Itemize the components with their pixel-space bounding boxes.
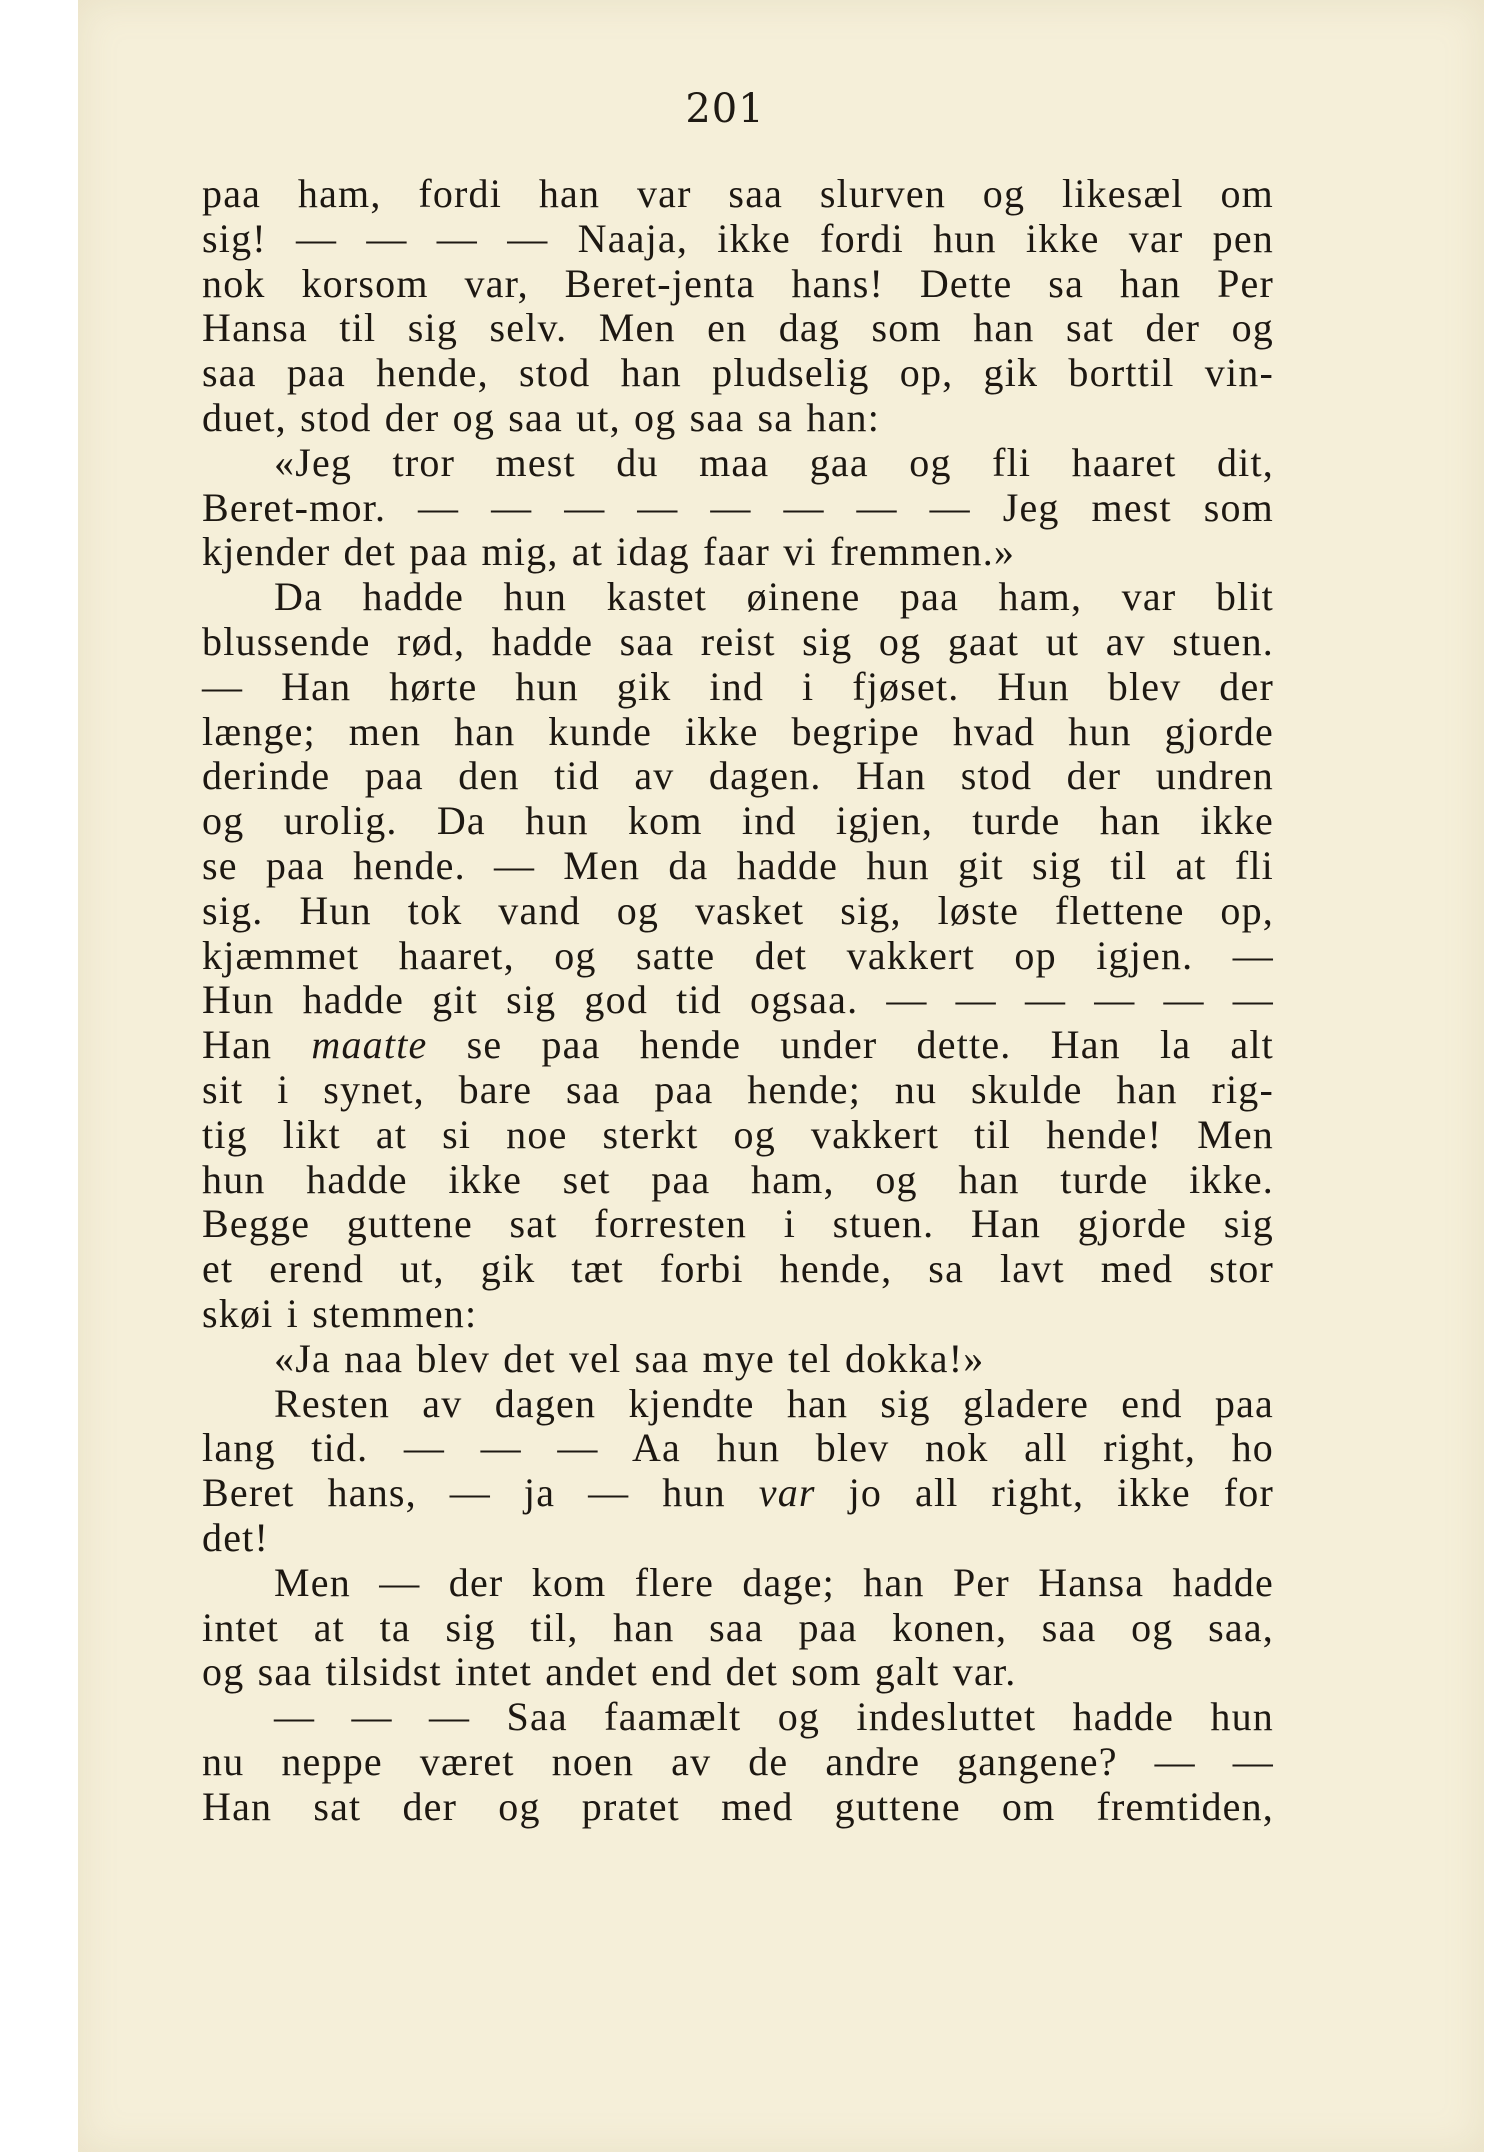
text-line: Han sat der og pratet med guttene om fremtiden, [202, 1783, 1274, 1829]
text-line: derinde paa den tid av dagen. Han stod der undren [202, 753, 1274, 799]
text-line: tig likt at si noe sterkt og vakkert til hende! Men [202, 1111, 1274, 1157]
text-line: «Jeg tror mest du maa gaa og fli haaret dit, [274, 439, 1274, 485]
text-line: nu neppe været noen av de andre gangene? — — [202, 1738, 1274, 1784]
text-line: det! [202, 1514, 269, 1560]
text-line: Hansa til sig selv. Men en dag som han sat der og [202, 305, 1274, 351]
text-line: Han maatte se paa hende under dette. Han la alt [202, 1022, 1274, 1068]
text-line: kjæmmet haaret, og satte det vakkert op igjen. — [202, 932, 1274, 978]
text-line: Begge guttene sat forresten i stuen. Han gjorde sig [202, 1201, 1274, 1247]
text-line: Da hadde hun kastet øinene paa ham, var blit [274, 574, 1274, 620]
text-line: — Han hørte hun gik ind i fjøset. Hun blev der [202, 663, 1274, 709]
text-line: sit i synet, bare saa paa hende; nu skulde han rig- [202, 1066, 1274, 1112]
text-line: et erend ut, gik tæt forbi hende, sa lavt med stor [202, 1246, 1274, 1292]
text-line: blussende rød, hadde saa reist sig og gaat ut av stuen. [202, 618, 1274, 664]
scan-margin [1484, 0, 1504, 2152]
text-line: og saa tilsidst intet andet end det som galt var. [202, 1649, 1017, 1695]
text-line: Men — der kom flere dage; han Per Hansa hadde [274, 1559, 1274, 1605]
text-line: saa paa hende, stod han pludselig op, gik borttil vin- [202, 350, 1274, 396]
text-line: lang tid. — — — Aa hun blev nok all right, ho [202, 1425, 1274, 1471]
text-line: sig! — — — — Naaja, ikke fordi hun ikke var pen [202, 215, 1274, 261]
text-line: Resten av dagen kjendte han sig gladere end paa [274, 1380, 1274, 1426]
text-line: skøi i stemmen: [202, 1290, 478, 1336]
text-line: se paa hende. — Men da hadde hun git sig til at fli [202, 842, 1274, 888]
text-line: Beret-mor. — — — — — — — — Jeg mest som [202, 484, 1274, 530]
text-line: og urolig. Da hun kom ind igjen, turde han ikke [202, 798, 1274, 844]
text-line: længe; men han kunde ikke begripe hvad hun gjorde [202, 708, 1274, 754]
text-line: Hun hadde git sig god tid ogsaa. — — — — — — [202, 977, 1274, 1023]
text-line: nok korsom var, Beret-jenta hans! Dette sa han Per [202, 260, 1274, 306]
text-line: «Ja naa blev det vel saa mye tel dokka!» [274, 1335, 985, 1381]
page-number: 201 [685, 86, 765, 132]
text-line: duet, stod der og saa ut, og saa sa han: [202, 394, 881, 440]
text-line: hun hadde ikke set paa ham, og han turde ikke. [202, 1156, 1274, 1202]
text-line: kjender det paa mig, at idag faar vi fremmen.» [202, 529, 1016, 575]
text-line: paa ham, fordi han var saa slurven og likesæl om [202, 171, 1274, 216]
text-line: — — — Saa faamælt og indesluttet hadde hun [274, 1694, 1274, 1740]
text-line: intet at ta sig til, han saa paa konen, saa og saa, [202, 1604, 1274, 1650]
body-text [202, 172, 1274, 1829]
text-line: sig. Hun tok vand og vasket sig, løste flettene op, [202, 887, 1274, 933]
text-line: Beret hans, — ja — hun var jo all right, ikke for [202, 1470, 1274, 1516]
